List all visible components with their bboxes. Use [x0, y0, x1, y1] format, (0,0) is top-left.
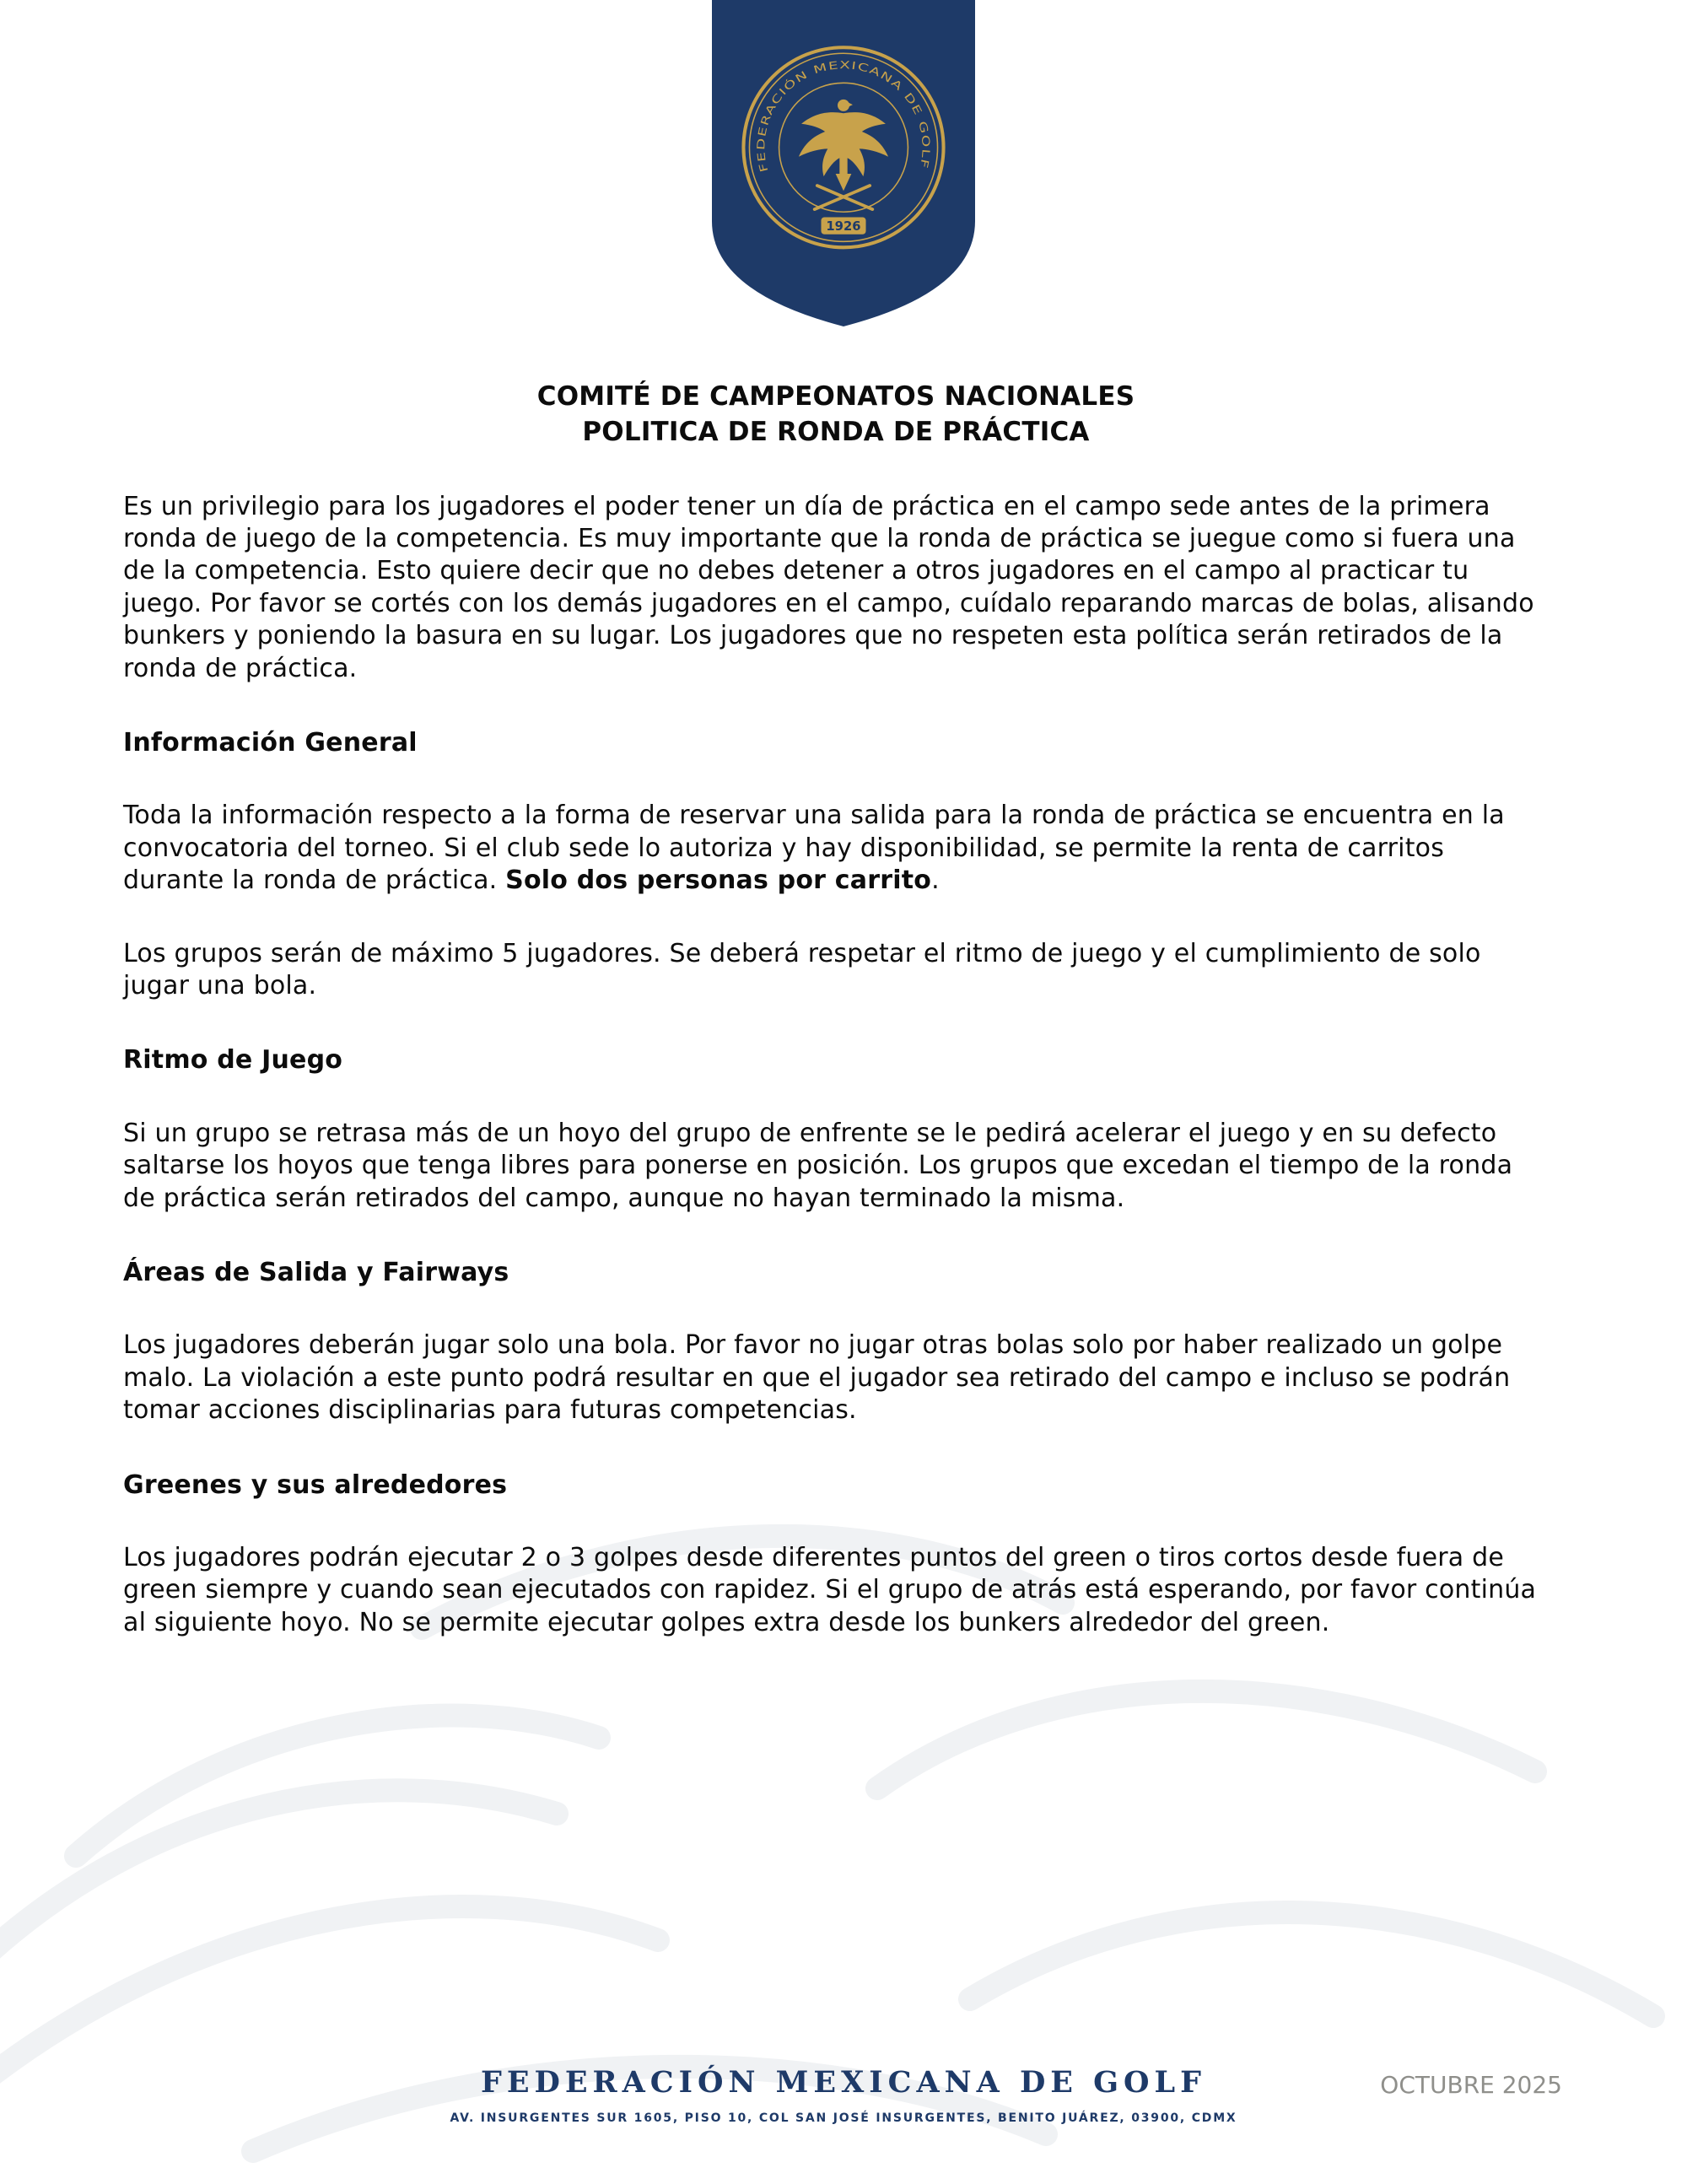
seal-ring-text: FEDERACIÓN MEXICANA DE GOLF	[754, 58, 933, 174]
footer-date: OCTUBRE 2025	[1380, 2071, 1562, 2099]
section-heading-informacion-general: Información General	[123, 728, 418, 758]
informacion-general-p1-text: Toda la información respecto a la forma de reservar una salida para la ronda de práctica se encuentra en la convocatoria del torneo. Si el club sede lo autoriza y hay disponibilidad, se permite la renta de carritos durante la ronda de práctica.	[123, 801, 1505, 896]
footer-address: AV. INSURGENTES SUR 1605, PISO 10, COL SAN JOSÉ INSURGENTES, BENITO JUÁREZ, 03900, CDMX	[450, 2111, 1237, 2125]
areas-de-salida-paragraph: Los jugadores deberán jugar solo una bola. Por favor no jugar otras bolas solo por haber realizado un golpe malo. La violación a este punto podrá resultar en que el jugador sea retirado del campo e incluso se podrán tomar acciones disciplinarias para futuras competencias.	[123, 1330, 1511, 1426]
informacion-general-p1-period: .	[931, 866, 940, 896]
greenes-paragraph: Los jugadores podrán ejecutar 2 o 3 golpes desde diferentes puntos del green o tiros cortos desde fuera de green siempre y cuando sean ejecutados con rapidez. Si el grupo de atrás está esperando, por favor continúa al siguiente hoyo. No se permite ejecutar golpes extra desde los bunkers alrededor del green.	[123, 1542, 1537, 1637]
informacion-general-paragraph-2: Los grupos serán de máximo 5 jugadores. Se deberá respetar el ritmo de juego y el cumplimiento de solo jugar una bola.	[123, 938, 1481, 1000]
document-title-line1: COMITÉ DE CAMPEONATOS NACIONALES	[536, 381, 1135, 412]
section-heading-greenes: Greenes y sus alrededores	[123, 1469, 508, 1500]
seal-year: 1926	[826, 219, 861, 235]
intro-paragraph: Es un privilegio para los jugadores el poder tener un día de práctica en el campo sede antes de la primera ronda de juego de la competencia. Es muy importante que la ronda de práctica se juegue como si fuera una de la competencia. Esto quiere decir que no debes detener a otros jugadores en el campo al practicar tu juego. Por favor se cortés con los demás jugadores en el campo, cuídalo reparando marcas de bolas, alisando bunkers y poniendo la basura en su lugar. Los jugadores que no respeten esta política serán retirados de la ronda de práctica.	[123, 491, 1534, 683]
informacion-general-paragraph-1	[123, 800, 1549, 897]
ritmo-de-juego-paragraph: Si un grupo se retrasa más de un hoyo del grupo de enfrente se le pedirá acelerar el juego y en su defecto saltarse los hoyos que tenga libres para ponerse en posición. Los grupos que excedan el tiempo de la ronda de práctica serán retirados del campo, aunque no hayan terminado la misma.	[123, 1118, 1513, 1213]
informacion-general-p1-bold: Solo dos personas por carrito	[505, 866, 932, 896]
section-heading-areas-de-salida: Áreas de Salida y Fairways	[123, 1257, 509, 1287]
footer-wordmark: FEDERACIÓN MEXICANA DE GOLF	[480, 2065, 1207, 2100]
section-heading-ritmo-de-juego: Ritmo de Juego	[123, 1045, 343, 1076]
document-title	[123, 380, 1549, 450]
document-title-line2: POLITICA DE RONDA DE PRÁCTICA	[582, 416, 1090, 447]
fmg-badge	[712, 0, 975, 326]
document-body	[123, 380, 1549, 1639]
